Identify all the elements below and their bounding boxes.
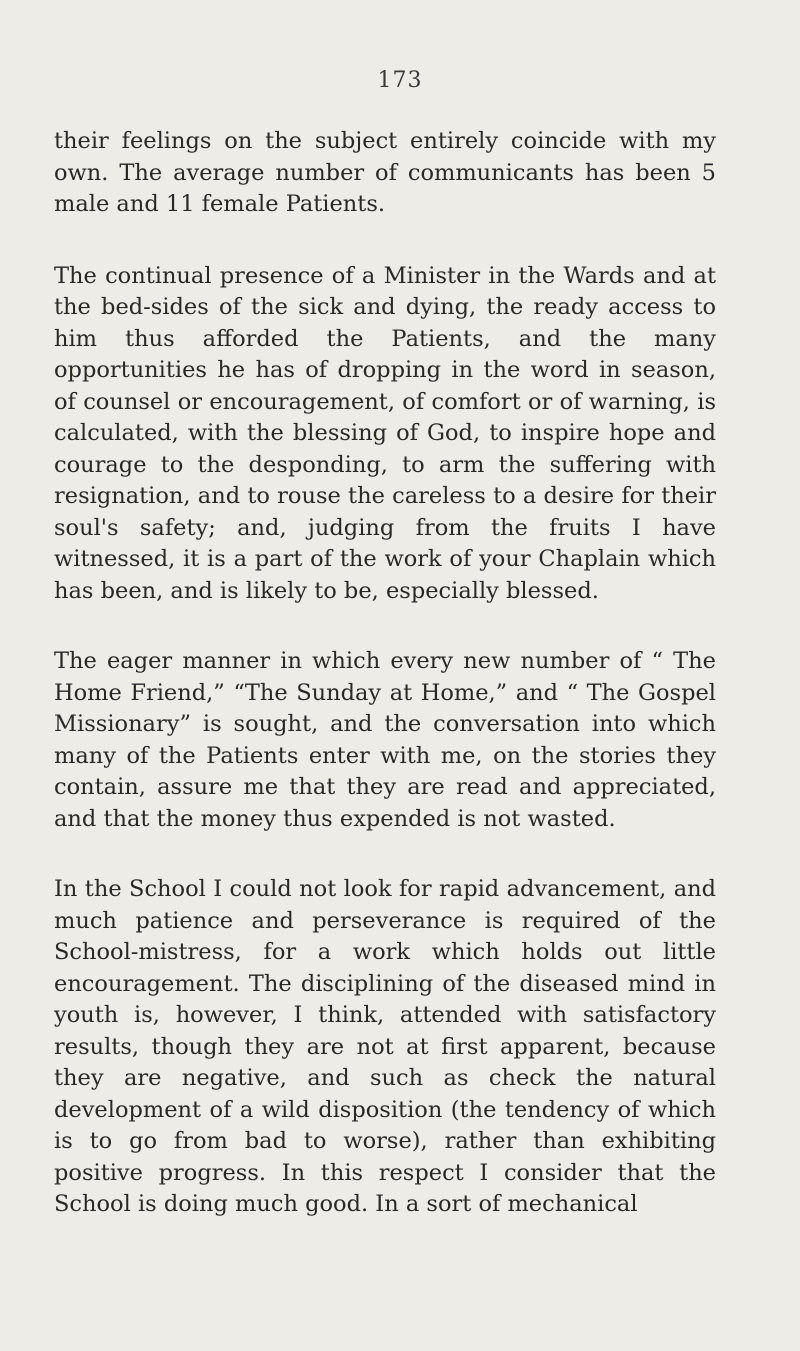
page-number: 173 [377, 68, 423, 93]
body-text [54, 126, 716, 1221]
paragraph-4: In the School I could not look for rapid advancement, and much patience and perseverance is required of the School-mistress, for a work which holds out little encouragement. The disciplining of the diseased mind in youth is, however, I think, attended with satisfactory results, though they are not at first apparent, because they are negative, and such as check the natural development of a wild disposition (the tendency of which is to go from bad to worse), rather than exhibiting positive progress. In this respect I consider that the School is doing much good. In a sort of mechanical [54, 876, 716, 1217]
paragraph-2: The continual presence of a Minister in the Wards and at the bed-sides of the sick and dying, the ready access to him thus afforded the Patients, and the many opportunities he has of dropping in the word in season, of counsel or encouragement, of comfort or of warning, is calculated, with the blessing of God, to inspire hope and courage to the desponding, to arm the suffering with resignation, and to rouse the careless to a desire for their soul's safety; and, judging from the fruits I have witnessed, it is a part of the work of your Chaplain which has been, and is likely to be, especially blessed. [54, 262, 716, 604]
paragraph-1: their feelings on the subject entirely coincide with my own. The average number of communicants has been 5 male and 11 female Patients. [54, 128, 716, 217]
paragraph-3: The eager manner in which every new number of “ The Home Friend,” “The Sunday at Home,” and “ The Gospel Missionary” is sought, and the conversation into which many of the Patients enter with me, on the stories they contain, assure me that they are read and appreciated, and that the money thus expended is not wasted. [54, 648, 716, 832]
